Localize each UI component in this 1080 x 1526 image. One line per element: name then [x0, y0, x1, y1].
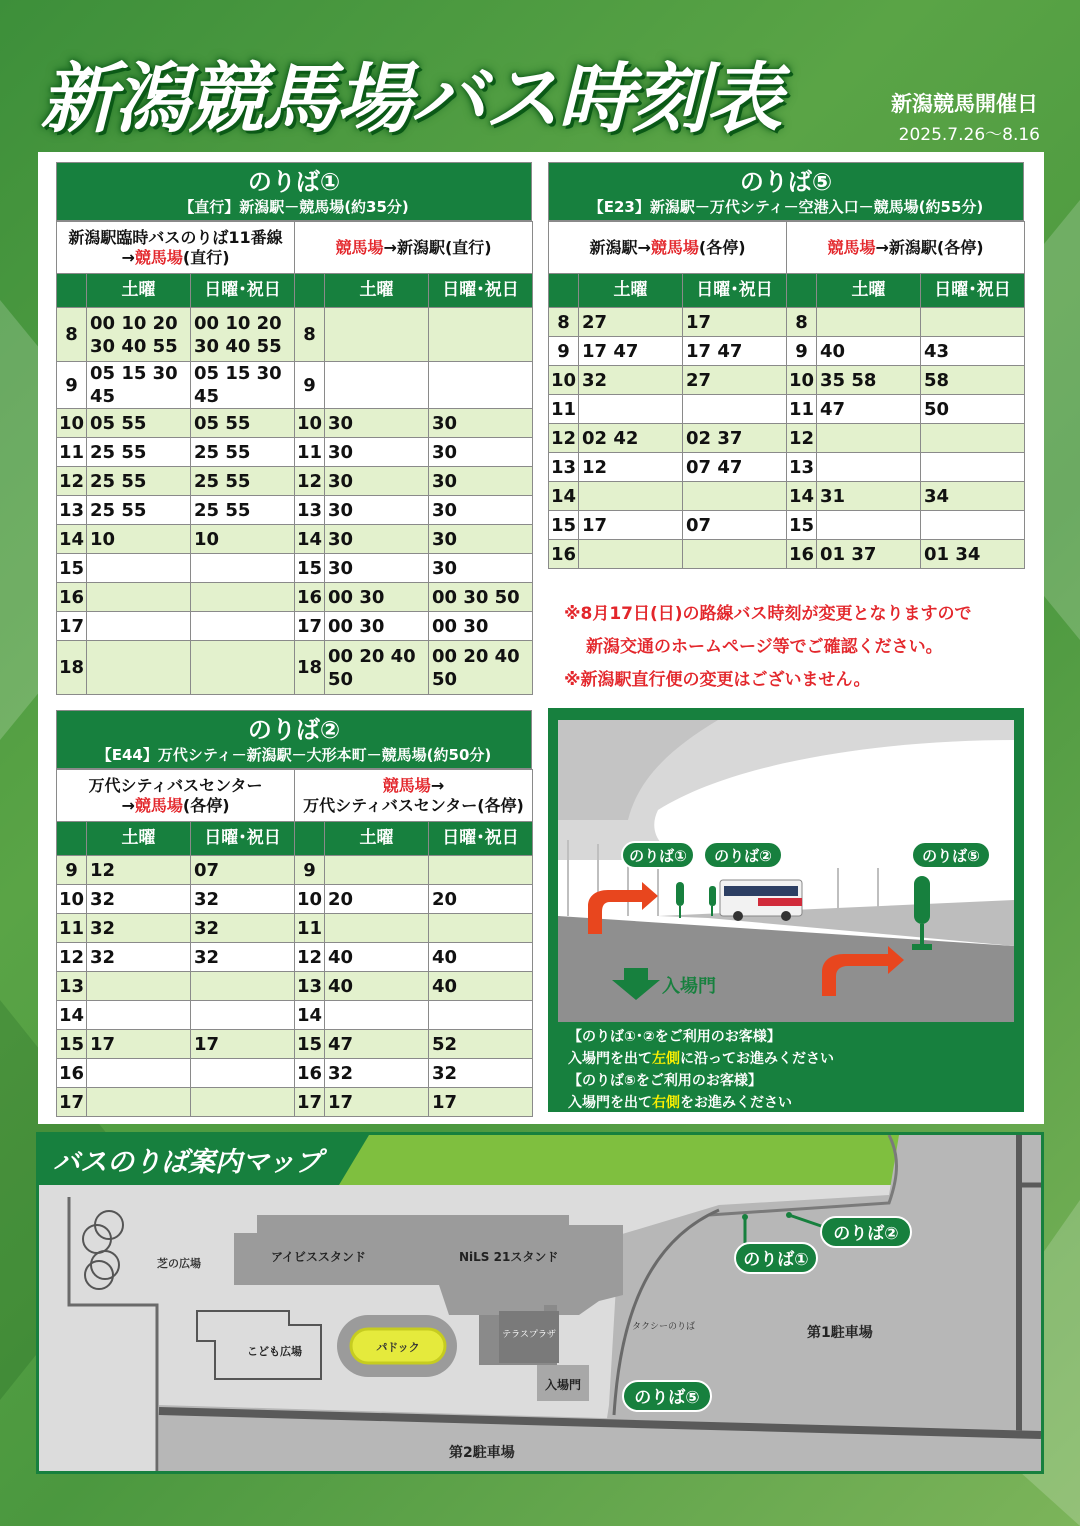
- time-cell-sat: 00 30: [325, 583, 429, 612]
- timetable-stop2: [56, 710, 532, 1117]
- direction-outbound: 新潟駅→競馬場(各停): [549, 222, 787, 274]
- illustration-guide: [568, 1026, 1008, 1114]
- bus-stop-map: [36, 1132, 1044, 1474]
- time-cell-sat: 02 42: [579, 424, 683, 453]
- hour-cell: 15: [549, 511, 579, 540]
- time-cell-sun: [191, 1059, 295, 1088]
- time-cell-sat: [817, 511, 921, 540]
- hour-cell: 13: [57, 496, 87, 525]
- time-cell-sat: 00 20 40 50: [325, 641, 429, 695]
- hour-col: [549, 274, 579, 308]
- hour-cell: 12: [57, 467, 87, 496]
- time-cell-sun: [921, 511, 1025, 540]
- time-cell-sun: 40: [429, 972, 533, 1001]
- hour-cell: 10: [57, 885, 87, 914]
- hour-cell: 17: [57, 612, 87, 641]
- direction-origin: 競馬場→: [382, 775, 445, 795]
- gate-label: 入場門: [662, 976, 716, 997]
- time-cell-sat: [87, 1059, 191, 1088]
- time-cell-sun: 25 55: [191, 438, 295, 467]
- stop-name: のりば①: [247, 168, 341, 196]
- table-row: [57, 856, 533, 885]
- time-cell-sat: 05 55: [87, 409, 191, 438]
- time-cell-sun: [683, 540, 787, 569]
- notice-line: ※新潟駅直行便の変更はございません。: [564, 670, 871, 690]
- time-cell-sat: [87, 1001, 191, 1030]
- time-cell-sat: 30: [325, 525, 429, 554]
- hour-cell: 8: [549, 308, 579, 337]
- time-cell-sun: [429, 362, 533, 409]
- time-cell-sun: 17: [191, 1030, 295, 1059]
- hour-cell: 16: [57, 583, 87, 612]
- table-row: [57, 583, 533, 612]
- time-cell-sun: [429, 856, 533, 885]
- table-row: [549, 511, 1025, 540]
- hour-cell: 14: [787, 482, 817, 511]
- table-row: [57, 914, 533, 943]
- time-cell-sat: 30: [325, 554, 429, 583]
- direction-origin: 新潟駅臨時バスのりば11番線: [68, 227, 283, 247]
- time-cell-sun: 32: [191, 885, 295, 914]
- time-cell-sat: [87, 612, 191, 641]
- direction-destination: →競馬場(直行): [121, 247, 230, 267]
- time-cell-sat: [817, 424, 921, 453]
- hour-cell: 12: [787, 424, 817, 453]
- stop2-label: [704, 842, 782, 868]
- map-stop5-marker: [623, 1381, 711, 1411]
- map-stop2-text: のりば②: [833, 1224, 899, 1244]
- time-cell-sat: [817, 308, 921, 337]
- timetable-header: [548, 162, 1024, 221]
- time-cell-sat: 17: [579, 511, 683, 540]
- table-row: [549, 337, 1025, 366]
- hour-cell: 10: [787, 366, 817, 395]
- direction-outbound: [57, 222, 295, 274]
- time-cell-sun: 58: [921, 366, 1025, 395]
- col-saturday: 土曜: [325, 274, 429, 308]
- time-cell-sun: [429, 1001, 533, 1030]
- time-cell-sun: 32: [429, 1059, 533, 1088]
- time-cell-sat: 25 55: [87, 467, 191, 496]
- column-header-row: [549, 274, 1025, 308]
- col-sunday-holiday: 日曜･祝日: [921, 274, 1025, 308]
- hour-cell: 16: [549, 540, 579, 569]
- time-cell-sat: [87, 554, 191, 583]
- time-cell-sat: 12: [87, 856, 191, 885]
- time-cell-sun: 30: [429, 467, 533, 496]
- direction-outbound: [57, 770, 295, 822]
- time-cell-sun: 32: [191, 943, 295, 972]
- table-row: [57, 1030, 533, 1059]
- time-cell-sun: 05 55: [191, 409, 295, 438]
- map-label-shiba: 芝の広場: [157, 1257, 201, 1270]
- route-name: 【直行】新潟駅－競馬場(約35分): [179, 198, 409, 216]
- hour-cell: 9: [57, 856, 87, 885]
- time-cell-sun: 52: [429, 1030, 533, 1059]
- time-cell-sun: [191, 1088, 295, 1117]
- time-cell-sat: 12: [579, 453, 683, 482]
- map-title: バスのりば案内マップ: [53, 1147, 322, 1178]
- col-sunday-holiday: 日曜･祝日: [191, 274, 295, 308]
- time-cell-sun: 50: [921, 395, 1025, 424]
- time-cell-sat: 17 47: [579, 337, 683, 366]
- route-name: 【E23】新潟駅－万代シティ－空港入口－競馬場(約55分): [588, 198, 984, 216]
- time-cell-sun: [683, 482, 787, 511]
- hour-cell: 14: [57, 525, 87, 554]
- bus-stop-illustration: [548, 708, 1024, 1112]
- event-dates: 2025.7.26〜8.16: [898, 125, 1040, 145]
- time-cell-sat: [87, 641, 191, 695]
- hour-cell: 18: [57, 641, 87, 695]
- hour-cell: 16: [57, 1059, 87, 1088]
- time-cell-sat: 32: [87, 943, 191, 972]
- time-cell-sun: 25 55: [191, 496, 295, 525]
- hour-cell: 12: [57, 943, 87, 972]
- time-cell-sat: [325, 856, 429, 885]
- hour-cell: 14: [549, 482, 579, 511]
- hour-cell: 10: [295, 409, 325, 438]
- notice-line: 新潟交通のホームページ等でご確認ください。: [586, 637, 943, 657]
- time-cell-sun: [429, 308, 533, 362]
- time-cell-sun: 07: [191, 856, 295, 885]
- hour-cell: 12: [295, 467, 325, 496]
- notice-line: ※8月17日(日)の路線バス時刻が変更となりますので: [564, 604, 972, 624]
- timetable-stop1: [56, 162, 532, 695]
- time-cell-sun: 17 47: [683, 337, 787, 366]
- hour-cell: 14: [295, 1001, 325, 1030]
- map-stop2-marker: [821, 1217, 911, 1247]
- map-label-terrace: テラスプラザ: [502, 1330, 556, 1340]
- hour-cell: 13: [295, 972, 325, 1001]
- time-cell-sun: [191, 612, 295, 641]
- time-cell-sun: 10: [191, 525, 295, 554]
- column-header-row: [57, 822, 533, 856]
- col-saturday: 土曜: [87, 822, 191, 856]
- time-cell-sat: 32: [579, 366, 683, 395]
- time-cell-sun: 02 37: [683, 424, 787, 453]
- hour-cell: 10: [57, 409, 87, 438]
- hour-cell: 13: [787, 453, 817, 482]
- time-cell-sat: 17: [87, 1030, 191, 1059]
- time-cell-sat: 05 15 30 45: [87, 362, 191, 409]
- hour-cell: 15: [787, 511, 817, 540]
- timetable-grid: [56, 221, 533, 695]
- timetable-grid: [56, 769, 533, 1117]
- direction-origin: 万代シティバスセンター: [88, 775, 263, 795]
- timetable-header: [56, 162, 532, 221]
- time-cell-sun: [683, 395, 787, 424]
- hour-col: [57, 274, 87, 308]
- map-label-kodomo: こども広場: [247, 1345, 302, 1358]
- hour-cell: 15: [57, 554, 87, 583]
- stop5-label-text: のりば⑤: [922, 847, 980, 865]
- table-row: [549, 308, 1025, 337]
- hour-cell: 8: [57, 308, 87, 362]
- map-label-nils: NiLS 21スタンド: [459, 1250, 559, 1264]
- time-cell-sun: 00 20 40 50: [429, 641, 533, 695]
- hour-cell: 13: [57, 972, 87, 1001]
- timetable-header: [56, 710, 532, 769]
- stop5-label: [912, 842, 990, 868]
- time-cell-sat: [817, 453, 921, 482]
- time-cell-sun: 30: [429, 554, 533, 583]
- map-stop5-text: のりば⑤: [634, 1388, 700, 1408]
- time-cell-sat: 32: [87, 914, 191, 943]
- timetable-grid: [548, 221, 1025, 569]
- map-canvas: [39, 1135, 1041, 1471]
- time-cell-sun: 17: [429, 1088, 533, 1117]
- hour-cell: 8: [787, 308, 817, 337]
- hour-cell: 13: [549, 453, 579, 482]
- time-cell-sat: 25 55: [87, 496, 191, 525]
- time-cell-sun: 01 34: [921, 540, 1025, 569]
- col-saturday: 土曜: [325, 822, 429, 856]
- time-cell-sat: 30: [325, 496, 429, 525]
- hour-col: [57, 822, 87, 856]
- hour-cell: 15: [57, 1030, 87, 1059]
- col-saturday: 土曜: [817, 274, 921, 308]
- event-label: 新潟競馬開催日: [891, 92, 1038, 116]
- time-cell-sun: [921, 453, 1025, 482]
- guide2-text: 入場門を出て右側をお進みください: [568, 1095, 792, 1111]
- time-cell-sat: [325, 1001, 429, 1030]
- direction-inbound: 競馬場→新潟駅(各停): [787, 222, 1025, 274]
- time-cell-sat: [579, 482, 683, 511]
- direction-destination: →競馬場(各停): [121, 795, 230, 815]
- table-row: [549, 424, 1025, 453]
- time-cell-sun: [921, 424, 1025, 453]
- page-title: 新潟競馬場バス時刻表: [40, 54, 780, 143]
- time-cell-sat: 32: [87, 885, 191, 914]
- table-row: [57, 885, 533, 914]
- hour-col: [295, 274, 325, 308]
- bus-icon: [720, 880, 802, 921]
- time-cell-sun: [191, 641, 295, 695]
- col-sunday-holiday: 日曜･祝日: [429, 274, 533, 308]
- table-row: [549, 482, 1025, 511]
- time-cell-sun: 43: [921, 337, 1025, 366]
- col-sunday-holiday: 日曜･祝日: [683, 274, 787, 308]
- hour-cell: 14: [57, 1001, 87, 1030]
- stop-name: のりば②: [247, 716, 341, 744]
- hour-cell: 16: [787, 540, 817, 569]
- time-cell-sat: 30: [325, 467, 429, 496]
- table-row: [57, 1001, 533, 1030]
- map-stop1-marker: [735, 1243, 817, 1273]
- col-saturday: 土曜: [87, 274, 191, 308]
- time-cell-sun: 05 15 30 45: [191, 362, 295, 409]
- hour-cell: 11: [57, 914, 87, 943]
- hour-cell: 16: [295, 583, 325, 612]
- hour-cell: 9: [787, 337, 817, 366]
- direction-destination: 万代シティバスセンター(各停): [303, 795, 524, 815]
- hour-cell: 17: [295, 612, 325, 641]
- header: [0, 0, 1080, 152]
- direction-row: [57, 222, 533, 274]
- hour-cell: 9: [549, 337, 579, 366]
- direction-row: [57, 770, 533, 822]
- map-label-gate: 入場門: [544, 1378, 582, 1392]
- time-cell-sat: 00 30: [325, 612, 429, 641]
- time-cell-sun: [429, 914, 533, 943]
- time-cell-sat: [579, 540, 683, 569]
- time-cell-sun: 30: [429, 525, 533, 554]
- table-row: [57, 554, 533, 583]
- col-sunday-holiday: 日曜･祝日: [429, 822, 533, 856]
- time-cell-sun: 27: [683, 366, 787, 395]
- table-row: [57, 467, 533, 496]
- hour-cell: 12: [549, 424, 579, 453]
- time-cell-sat: [325, 362, 429, 409]
- time-cell-sat: [325, 914, 429, 943]
- time-cell-sat: 10: [87, 525, 191, 554]
- time-cell-sun: 00 10 20 30 40 55: [191, 308, 295, 362]
- table-row: [57, 525, 533, 554]
- time-cell-sun: 07: [683, 511, 787, 540]
- time-cell-sat: 40: [325, 943, 429, 972]
- map-stop1-text: のりば①: [743, 1250, 809, 1270]
- time-cell-sat: 31: [817, 482, 921, 511]
- time-cell-sun: 40: [429, 943, 533, 972]
- time-cell-sun: [921, 308, 1025, 337]
- time-cell-sat: 40: [325, 972, 429, 1001]
- map-label-parking2: 第2駐車場: [449, 1445, 515, 1461]
- direction-inbound: 競馬場→新潟駅(直行): [295, 222, 533, 274]
- table-row: [549, 540, 1025, 569]
- table-row: [57, 308, 533, 362]
- hour-cell: 11: [295, 438, 325, 467]
- table-row: [57, 409, 533, 438]
- hour-cell: 10: [549, 366, 579, 395]
- hour-cell: 15: [295, 1030, 325, 1059]
- time-cell-sat: 47: [817, 395, 921, 424]
- column-header-row: [57, 274, 533, 308]
- time-cell-sun: 30: [429, 409, 533, 438]
- time-cell-sat: [87, 583, 191, 612]
- stop1-label-text: のりば①: [629, 847, 687, 865]
- time-cell-sun: 34: [921, 482, 1025, 511]
- time-cell-sat: 17: [325, 1088, 429, 1117]
- timetable-stop5: [548, 162, 1024, 569]
- hour-cell: 15: [295, 554, 325, 583]
- time-cell-sun: [191, 583, 295, 612]
- table-row: [57, 1088, 533, 1117]
- time-cell-sat: [325, 308, 429, 362]
- time-cell-sat: [87, 1088, 191, 1117]
- time-cell-sun: 07 47: [683, 453, 787, 482]
- guide2-title: 【のりば⑤をご利用のお客様】: [568, 1073, 762, 1089]
- col-sunday-holiday: 日曜･祝日: [191, 822, 295, 856]
- table-row: [57, 362, 533, 409]
- time-cell-sat: 01 37: [817, 540, 921, 569]
- map-label-taxi: タクシーのりば: [632, 1322, 696, 1332]
- time-cell-sun: [191, 554, 295, 583]
- table-row: [57, 612, 533, 641]
- map-label-ibis: アイビススタンド: [271, 1250, 366, 1264]
- hour-cell: 11: [57, 438, 87, 467]
- hour-col: [787, 274, 817, 308]
- time-cell-sun: 25 55: [191, 467, 295, 496]
- map-label-paddock: パドック: [376, 1341, 420, 1354]
- time-cell-sun: 00 30: [429, 612, 533, 641]
- time-cell-sat: [87, 972, 191, 1001]
- guide1-text: 入場門を出て左側に沿ってお進みください: [568, 1051, 834, 1067]
- time-cell-sat: 32: [325, 1059, 429, 1088]
- time-cell-sun: 20: [429, 885, 533, 914]
- hour-col: [295, 822, 325, 856]
- time-cell-sun: [191, 972, 295, 1001]
- hour-cell: 9: [295, 362, 325, 409]
- time-cell-sat: 27: [579, 308, 683, 337]
- time-cell-sun: 32: [191, 914, 295, 943]
- table-row: [57, 943, 533, 972]
- table-row: [549, 453, 1025, 482]
- hour-cell: 13: [295, 496, 325, 525]
- hour-cell: 8: [295, 308, 325, 362]
- guide1-title: 【のりば①･②をご利用のお客様】: [568, 1029, 781, 1045]
- time-cell-sat: 20: [325, 885, 429, 914]
- stop1-label: [622, 842, 694, 868]
- time-cell-sat: 25 55: [87, 438, 191, 467]
- time-cell-sat: [579, 395, 683, 424]
- time-cell-sun: 30: [429, 438, 533, 467]
- hour-cell: 9: [57, 362, 87, 409]
- hour-cell: 16: [295, 1059, 325, 1088]
- direction-inbound: [295, 770, 533, 822]
- time-cell-sun: 00 30 50: [429, 583, 533, 612]
- table-row: [549, 395, 1025, 424]
- table-row: [57, 972, 533, 1001]
- table-row: [57, 1059, 533, 1088]
- route-name: 【E44】万代シティ－新潟駅－大形本町－競馬場(約50分): [96, 746, 492, 764]
- hour-cell: 10: [295, 885, 325, 914]
- time-cell-sat: 40: [817, 337, 921, 366]
- time-cell-sat: 00 10 20 30 40 55: [87, 308, 191, 362]
- hour-cell: 11: [787, 395, 817, 424]
- time-cell-sat: 30: [325, 409, 429, 438]
- table-row: [57, 496, 533, 525]
- time-cell-sat: 35 58: [817, 366, 921, 395]
- hour-cell: 11: [295, 914, 325, 943]
- time-cell-sat: 47: [325, 1030, 429, 1059]
- table-row: [549, 366, 1025, 395]
- time-cell-sat: 30: [325, 438, 429, 467]
- hour-cell: 9: [295, 856, 325, 885]
- col-saturday: 土曜: [579, 274, 683, 308]
- stop2-label-text: のりば②: [714, 847, 772, 865]
- hour-cell: 14: [295, 525, 325, 554]
- hour-cell: 12: [295, 943, 325, 972]
- table-row: [57, 641, 533, 695]
- map-label-parking1: 第1駐車場: [807, 1325, 873, 1341]
- stop-name: のりば⑤: [739, 168, 833, 196]
- schedule-change-notice: [564, 598, 1034, 697]
- hour-cell: 11: [549, 395, 579, 424]
- hour-cell: 17: [295, 1088, 325, 1117]
- time-cell-sun: 30: [429, 496, 533, 525]
- hour-cell: 18: [295, 641, 325, 695]
- hour-cell: 17: [57, 1088, 87, 1117]
- table-row: [57, 438, 533, 467]
- time-cell-sun: [191, 1001, 295, 1030]
- direction-row: [549, 222, 1025, 274]
- illustration-scene: [558, 720, 1014, 1022]
- time-cell-sun: 17: [683, 308, 787, 337]
